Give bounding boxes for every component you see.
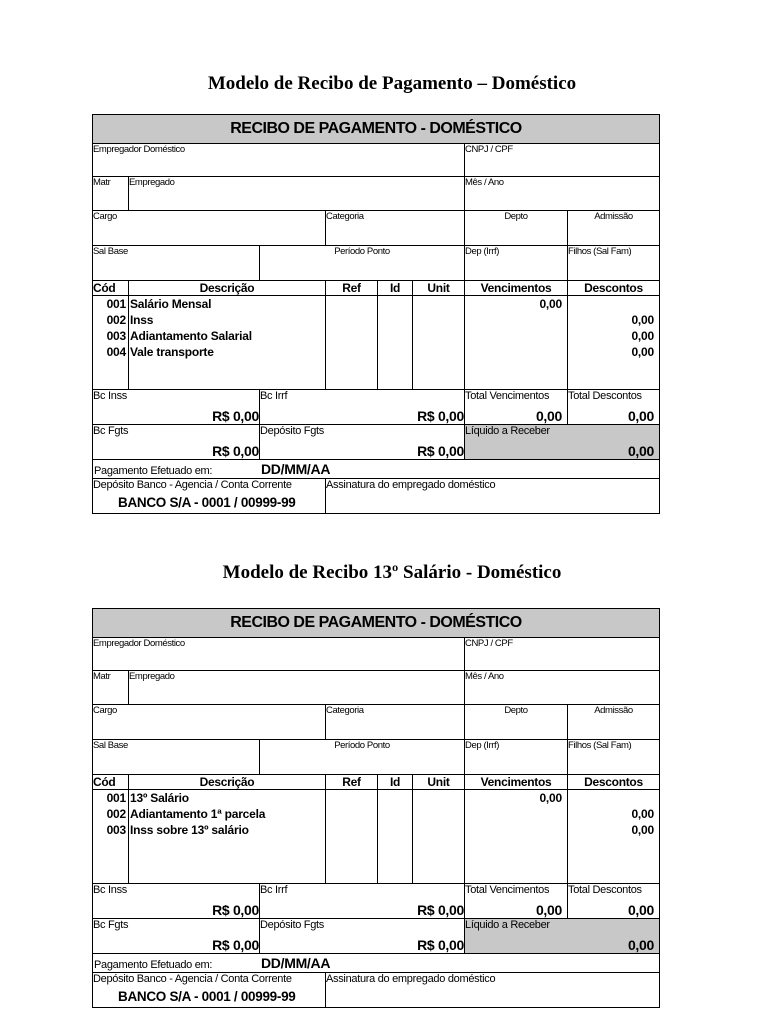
admission-label: Admissão [594, 211, 633, 222]
bc-fgts-label: Bc Fgts [93, 919, 129, 931]
cnpj-label: CNPJ / CPF [465, 144, 513, 155]
col-code: Cód [93, 281, 129, 296]
payment-date-label: Pagamento Efetuado em: [94, 465, 213, 477]
items-id-column [378, 296, 413, 390]
items-description-column [129, 790, 326, 884]
matr-label: Matr [93, 177, 111, 188]
receipt-title: Modelo de Recibo 13º Salário - Doméstico [222, 562, 562, 583]
category-field[interactable] [326, 705, 465, 740]
item-earning [465, 344, 562, 360]
payment-date-value[interactable]: DD/MM/AA [261, 461, 331, 477]
item-description: Adiantamento 1ª parcela [130, 807, 266, 821]
payment-date-value[interactable]: DD/MM/AA [261, 955, 331, 971]
col-deductions: Descontos [568, 281, 659, 296]
dept-field[interactable] [465, 211, 568, 246]
bc-inss-label: Bc Inss [93, 884, 127, 896]
role-field[interactable] [93, 211, 326, 246]
dep-irrf-label: Dep (Irrf) [465, 246, 500, 257]
receipt-title: Modelo de Recibo de Pagamento – Doméstico [207, 73, 577, 94]
col-earnings: Vencimentos [465, 281, 568, 296]
dep-irrf-field[interactable] [465, 246, 568, 281]
signature-label: Assinatura do empregado doméstico [326, 479, 496, 491]
net-pay-label: Líquido a Receber [465, 425, 550, 437]
base-salary-field[interactable] [93, 740, 260, 775]
bc-fgts-value: R$ 0,00 [212, 443, 259, 459]
bank-deposit-label: Depósito Banco - Agencia / Conta Corrente [93, 479, 292, 491]
total-earnings-field [465, 390, 568, 425]
item-code: 002 [106, 807, 126, 821]
receipt-header: RECIBO DE PAGAMENTO - DOMÉSTICO [93, 609, 659, 638]
fgts-deposit-value: R$ 0,00 [417, 937, 464, 953]
item-deduction [568, 296, 654, 312]
col-code: Cód [93, 775, 129, 790]
col-description: Descrição [129, 281, 326, 296]
employee-field[interactable] [129, 671, 465, 705]
items-id-column [378, 790, 413, 884]
item-description: Inss sobre 13º salário [130, 823, 249, 837]
items-ref-column [326, 790, 378, 884]
children-field[interactable] [568, 740, 659, 775]
item-description: Salário Mensal [130, 297, 212, 311]
col-deductions: Descontos [568, 775, 659, 790]
base-salary-label: Sal Base [93, 740, 128, 751]
item-earning: 0,00 [539, 791, 562, 805]
bc-irrf-label: Bc Irrf [260, 390, 288, 402]
cnpj-label: CNPJ / CPF [465, 638, 513, 649]
items-ref-column [326, 296, 378, 390]
item-deduction: 0,00 [631, 345, 654, 359]
bank-deposit-field [93, 479, 326, 513]
children-field[interactable] [568, 246, 659, 281]
payment-date-row [93, 954, 659, 973]
children-label: Filhos (Sal Fam) [568, 740, 632, 751]
total-earnings-label: Total Vencimentos [465, 884, 550, 896]
cnpj-field[interactable] [465, 638, 659, 671]
col-id: Id [378, 775, 413, 790]
total-earnings-label: Total Vencimentos [465, 390, 550, 402]
bc-irrf-field [260, 884, 465, 919]
month-label: Mês / Ano [465, 671, 504, 682]
items-code-column [93, 296, 129, 390]
employer-label: Empregador Doméstico [93, 144, 185, 155]
item-description: Adiantamento Salarial [130, 329, 252, 343]
employee-label: Empregado [129, 177, 175, 188]
dep-irrf-label: Dep (Irrf) [465, 740, 500, 751]
children-label: Filhos (Sal Fam) [568, 246, 632, 257]
item-earning [465, 328, 562, 344]
period-field[interactable] [260, 740, 465, 775]
bc-irrf-label: Bc Irrf [260, 884, 288, 896]
net-pay-field [465, 919, 659, 954]
matr-field[interactable] [93, 177, 129, 211]
bc-inss-field [93, 390, 260, 425]
items-earnings-column [465, 790, 568, 884]
item-deduction: 0,00 [631, 329, 654, 343]
item-deduction: 0,00 [631, 807, 654, 821]
items-code-column [93, 790, 129, 884]
employee-label: Empregado [129, 671, 175, 682]
items-description-column [129, 296, 326, 390]
total-deductions-value: 0,00 [627, 408, 654, 424]
bc-inss-value: R$ 0,00 [212, 408, 259, 424]
base-salary-field[interactable] [93, 246, 260, 281]
receipt-header: RECIBO DE PAGAMENTO - DOMÉSTICO [93, 115, 659, 144]
fgts-deposit-value: R$ 0,00 [417, 443, 464, 459]
item-code: 004 [106, 345, 126, 359]
item-deduction: 0,00 [631, 313, 654, 327]
items-deductions-column [568, 296, 659, 390]
total-earnings-value: 0,00 [535, 408, 562, 424]
item-earning: 0,00 [539, 297, 562, 311]
employer-field[interactable] [93, 638, 465, 671]
signature-field[interactable] [326, 479, 659, 513]
col-ref: Ref [326, 775, 378, 790]
admission-field[interactable] [568, 211, 659, 246]
base-salary-label: Sal Base [93, 246, 128, 257]
total-deductions-field [568, 390, 659, 425]
item-earning [465, 312, 562, 328]
dept-field[interactable] [465, 705, 568, 740]
role-label: Cargo [93, 211, 117, 222]
total-earnings-value: 0,00 [535, 902, 562, 918]
fgts-deposit-label: Depósito Fgts [260, 919, 324, 931]
item-earning [465, 806, 562, 822]
bc-fgts-field [93, 425, 260, 460]
dep-irrf-field[interactable] [465, 740, 568, 775]
category-field[interactable] [326, 211, 465, 246]
bc-fgts-field [93, 919, 260, 954]
item-code: 001 [106, 297, 126, 311]
admission-label: Admissão [594, 705, 633, 716]
month-label: Mês / Ano [465, 177, 504, 188]
dept-label: Depto [504, 705, 528, 716]
bc-irrf-value: R$ 0,00 [417, 902, 464, 918]
col-unit: Unit [413, 775, 465, 790]
items-earnings-column [465, 296, 568, 390]
item-deduction: 0,00 [631, 823, 654, 837]
total-deductions-field [568, 884, 659, 919]
net-pay-field [465, 425, 659, 460]
employee-field[interactable] [129, 177, 465, 211]
net-pay-value: 0,00 [627, 937, 654, 953]
total-deductions-label: Total Descontos [568, 884, 642, 896]
signature-label: Assinatura do empregado doméstico [326, 973, 496, 985]
signature-field[interactable] [326, 973, 659, 1007]
cnpj-field[interactable] [465, 144, 659, 177]
receipt-form [92, 608, 660, 1008]
items-unit-column [413, 790, 465, 884]
total-earnings-field [465, 884, 568, 919]
fgts-deposit-label: Depósito Fgts [260, 425, 324, 437]
bc-fgts-value: R$ 0,00 [212, 937, 259, 953]
bank-deposit-value: BANCO S/A - 0001 / 00999-99 [118, 495, 296, 510]
total-deductions-label: Total Descontos [568, 390, 642, 402]
dept-label: Depto [504, 211, 528, 222]
category-label: Categoria [326, 705, 364, 716]
bc-irrf-value: R$ 0,00 [417, 408, 464, 424]
role-label: Cargo [93, 705, 117, 716]
net-pay-label: Líquido a Receber [465, 919, 550, 931]
bc-inss-field [93, 884, 260, 919]
item-code: 003 [106, 329, 126, 343]
receipt-form [92, 114, 660, 514]
item-description: Inss [130, 313, 154, 327]
period-field[interactable] [260, 246, 465, 281]
bank-deposit-label: Depósito Banco - Agencia / Conta Corrente [93, 973, 292, 985]
fgts-deposit-field [260, 919, 465, 954]
item-code: 003 [106, 823, 126, 837]
bc-inss-value: R$ 0,00 [212, 902, 259, 918]
payment-date-label: Pagamento Efetuado em: [94, 959, 213, 971]
col-unit: Unit [413, 281, 465, 296]
items-deductions-column [568, 790, 659, 884]
category-label: Categoria [326, 211, 364, 222]
item-description: 13º Salário [130, 791, 189, 805]
col-earnings: Vencimentos [465, 775, 568, 790]
fgts-deposit-field [260, 425, 465, 460]
items-unit-column [413, 296, 465, 390]
item-deduction [568, 790, 654, 806]
bc-fgts-label: Bc Fgts [93, 425, 129, 437]
item-code: 001 [106, 791, 126, 805]
bank-deposit-value: BANCO S/A - 0001 / 00999-99 [118, 989, 296, 1004]
item-code: 002 [106, 313, 126, 327]
net-pay-value: 0,00 [627, 443, 654, 459]
period-label: Período Ponto [334, 740, 390, 751]
bank-deposit-field [93, 973, 326, 1007]
month-field[interactable] [465, 177, 659, 211]
total-deductions-value: 0,00 [627, 902, 654, 918]
employer-label: Empregador Doméstico [93, 638, 185, 649]
col-description: Descrição [129, 775, 326, 790]
col-id: Id [378, 281, 413, 296]
payment-date-row [93, 460, 659, 479]
period-label: Período Ponto [334, 246, 390, 257]
role-field[interactable] [93, 705, 326, 740]
employer-field[interactable] [93, 144, 465, 177]
month-field[interactable] [465, 671, 659, 705]
item-description: Vale transporte [130, 345, 214, 359]
bc-inss-label: Bc Inss [93, 390, 127, 402]
matr-field[interactable] [93, 671, 129, 705]
matr-label: Matr [93, 671, 111, 682]
item-earning [465, 822, 562, 838]
admission-field[interactable] [568, 705, 659, 740]
col-ref: Ref [326, 281, 378, 296]
bc-irrf-field [260, 390, 465, 425]
